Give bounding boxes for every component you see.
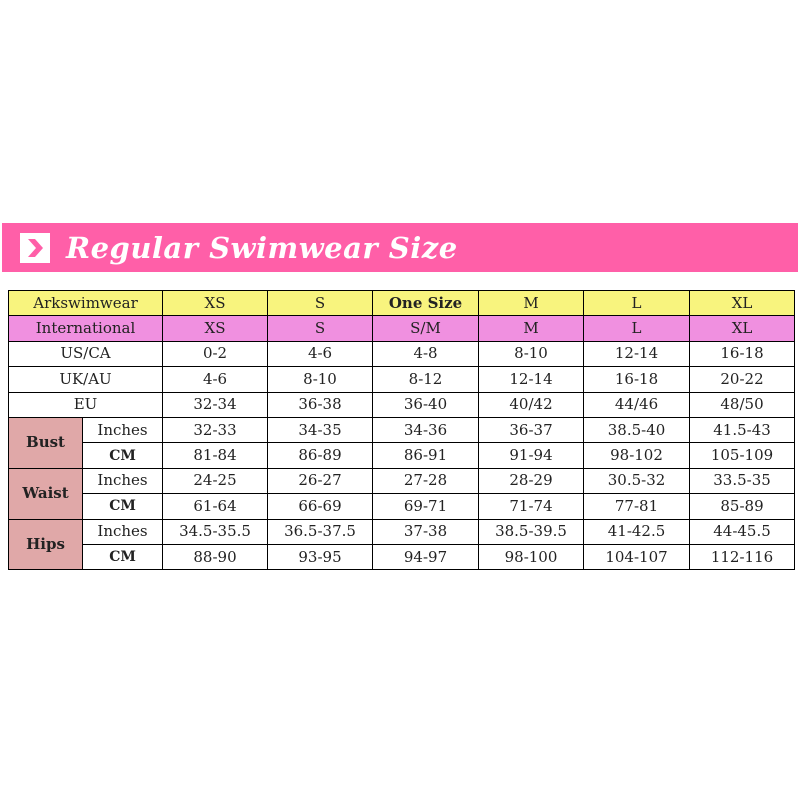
table-cell: 36-38 (268, 392, 373, 417)
table-cell: 27-28 (373, 468, 479, 493)
table-cell: 44/46 (584, 392, 690, 417)
table-cell: S/M (373, 316, 479, 341)
size-header-l: L (584, 291, 690, 316)
table-cell: 86-89 (268, 443, 373, 468)
table-cell: 112-116 (690, 544, 795, 569)
table-cell: 34.5-35.5 (163, 519, 268, 544)
size-header-xl: XL (690, 291, 795, 316)
international-row (9, 316, 795, 341)
chevron-right-icon (20, 233, 50, 263)
table-cell: 91-94 (479, 443, 584, 468)
row-label: US/CA (9, 341, 163, 366)
brand-label: Arkswimwear (9, 291, 163, 316)
hips-inches-row (9, 519, 795, 544)
table-cell: 34-36 (373, 417, 479, 442)
measurement-label-bust: Bust (9, 417, 83, 468)
measurement-label-hips: Hips (9, 519, 83, 570)
table-cell: 38.5-40 (584, 417, 690, 442)
table-cell: 71-74 (479, 494, 584, 519)
table-cell: 61-64 (163, 494, 268, 519)
table-cell: 32-33 (163, 417, 268, 442)
table-cell: 4-8 (373, 341, 479, 366)
table-cell: 86-91 (373, 443, 479, 468)
table-cell: 81-84 (163, 443, 268, 468)
table-cell: 40/42 (479, 392, 584, 417)
us-ca-row (9, 341, 795, 366)
table-cell: 16-18 (690, 341, 795, 366)
table-cell: 37-38 (373, 519, 479, 544)
table-cell: 105-109 (690, 443, 795, 468)
table-cell: 4-6 (163, 367, 268, 392)
table-cell: 38.5-39.5 (479, 519, 584, 544)
unit-label: CM (83, 443, 163, 468)
measurement-label-waist: Waist (9, 468, 83, 519)
waist-cm-row (9, 494, 795, 519)
table-cell: 8-12 (373, 367, 479, 392)
table-cell: 36-37 (479, 417, 584, 442)
table-cell: 93-95 (268, 544, 373, 569)
table-cell: 36-40 (373, 392, 479, 417)
size-header-s: S (268, 291, 373, 316)
size-header-one-size: One Size (373, 291, 479, 316)
table-cell: 34-35 (268, 417, 373, 442)
row-label: International (9, 316, 163, 341)
unit-label: CM (83, 494, 163, 519)
table-cell: 85-89 (690, 494, 795, 519)
table-cell: 48/50 (690, 392, 795, 417)
unit-label: Inches (83, 417, 163, 442)
table-cell: 104-107 (584, 544, 690, 569)
table-cell: L (584, 316, 690, 341)
banner (2, 223, 798, 272)
unit-label: CM (83, 544, 163, 569)
table-cell: 26-27 (268, 468, 373, 493)
table-cell: 4-6 (268, 341, 373, 366)
bust-cm-row (9, 443, 795, 468)
table-cell: XS (163, 316, 268, 341)
bust-inches-row (9, 417, 795, 442)
table-cell: 88-90 (163, 544, 268, 569)
size-header-m: M (479, 291, 584, 316)
table-cell: 24-25 (163, 468, 268, 493)
unit-label: Inches (83, 519, 163, 544)
table-cell: 77-81 (584, 494, 690, 519)
size-chart-table (8, 290, 795, 570)
table-cell: 36.5-37.5 (268, 519, 373, 544)
table-cell: 41-42.5 (584, 519, 690, 544)
table-cell: 33.5-35 (690, 468, 795, 493)
table-cell: 94-97 (373, 544, 479, 569)
row-label: EU (9, 392, 163, 417)
table-cell: 28-29 (479, 468, 584, 493)
waist-inches-row (9, 468, 795, 493)
table-cell: 44-45.5 (690, 519, 795, 544)
table-cell: 32-34 (163, 392, 268, 417)
table-cell: M (479, 316, 584, 341)
table-cell: 8-10 (479, 341, 584, 366)
size-header-xs: XS (163, 291, 268, 316)
table-cell: XL (690, 316, 795, 341)
hips-cm-row (9, 544, 795, 569)
table-cell: 41.5-43 (690, 417, 795, 442)
table-cell: 12-14 (479, 367, 584, 392)
table-cell: 66-69 (268, 494, 373, 519)
table-cell: 98-102 (584, 443, 690, 468)
table-cell: 98-100 (479, 544, 584, 569)
table-cell: 30.5-32 (584, 468, 690, 493)
brand-size-row (9, 291, 795, 316)
banner-title: Regular Swimwear Size (66, 230, 458, 265)
uk-au-row (9, 367, 795, 392)
table-cell: S (268, 316, 373, 341)
table-cell: 0-2 (163, 341, 268, 366)
table-cell: 69-71 (373, 494, 479, 519)
eu-row (9, 392, 795, 417)
table-cell: 12-14 (584, 341, 690, 366)
row-label: UK/AU (9, 367, 163, 392)
table-cell: 20-22 (690, 367, 795, 392)
unit-label: Inches (83, 468, 163, 493)
table-cell: 8-10 (268, 367, 373, 392)
table-cell: 16-18 (584, 367, 690, 392)
